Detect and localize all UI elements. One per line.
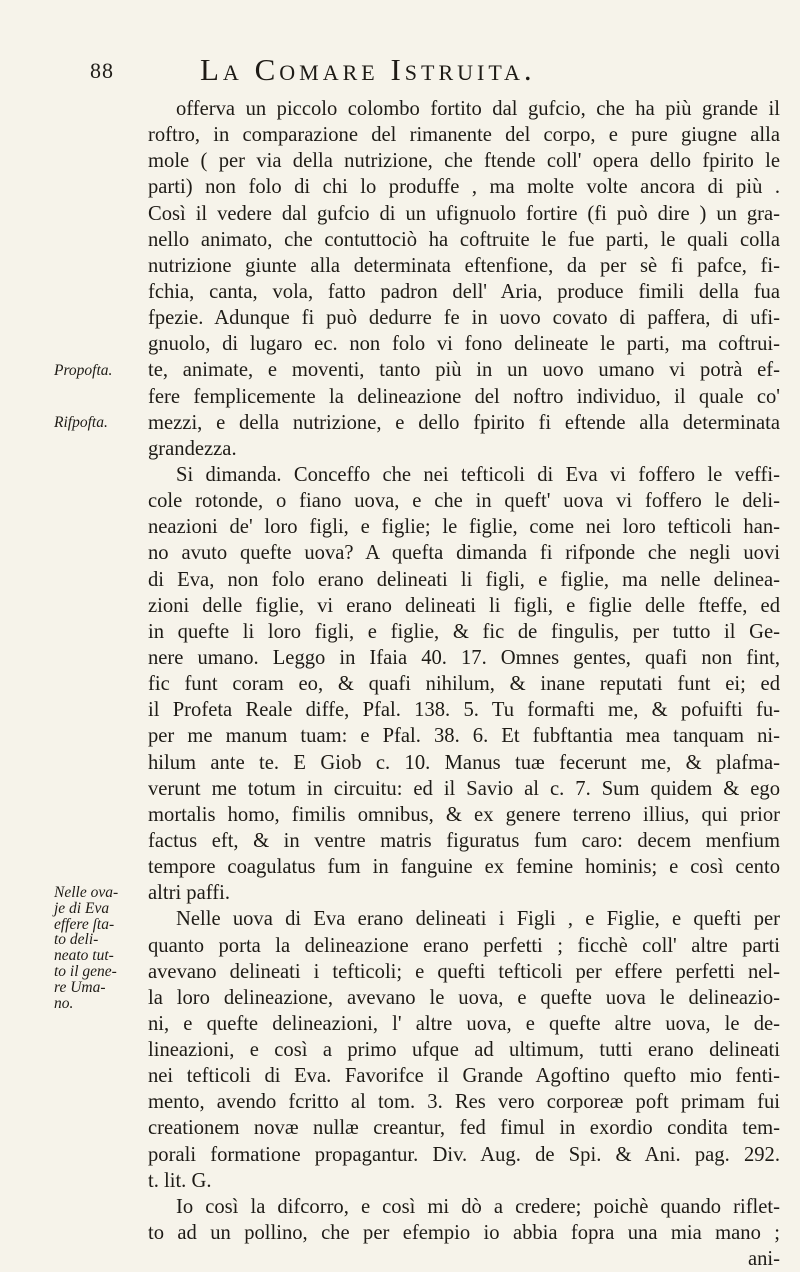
body-line: nei tefticoli di Eva. Favorifce il Grande Agoftino quefto mio fenti-: [148, 1065, 780, 1088]
body-line: la loro delineazione, avevano le uova, e quefte uova le delineazio-: [148, 986, 780, 1009]
body-line: Così il vedere dal gufcio di un ufignuolo fortire (fi può dire ) un gra-: [148, 202, 780, 225]
body-line: il Profeta Reale diffe, Pfal. 138. 5. Tu formafti me, & pofuifti fu-: [148, 699, 780, 722]
body-text: [148, 96, 780, 1272]
body-line: quanto porta la delineazione erano perfetti ; ficchè coll' altre parti: [148, 934, 780, 957]
body-line: Nelle uova di Eva erano delineati i Figli , e Figlie, e quefti per: [176, 908, 780, 931]
body-line: Io così la difcorro, e così mi dò a credere; poichè quando riflet-: [176, 1195, 780, 1218]
margin-note-risposta: Rifpofta.: [54, 414, 108, 431]
body-line: cole rotonde, o fiano uova, e che in queft' uova vi foffero le deli-: [148, 490, 780, 513]
body-line: gnuolo, di lugaro ec. non folo vi fono delineate le parti, ma coftrui-: [148, 333, 780, 356]
body-line: fere femplicemente la delineazione del noftro individuo, il quale co': [148, 385, 780, 408]
body-line: porali formatione propagantur. Div. Aug. de Spi. & Ani. pag. 292.: [148, 1143, 780, 1166]
body-line: nutrizione giunte alla determinata eftenfione, da per sè fi pafce, fi-: [148, 254, 780, 277]
body-line: zioni delle figlie, vi erano delineati li figli, e figlie delle fteffe, ed: [148, 594, 780, 617]
margin-note-line: to il gene-: [54, 962, 117, 980]
margin-note-line: to deli-: [54, 931, 99, 949]
body-line: tempore coagulatus fum in fanguine ex femine hominis; e così cento: [148, 856, 780, 879]
running-head: [90, 52, 770, 92]
page-number: 88: [90, 58, 114, 83]
body-line: t. lit. G.: [148, 1169, 212, 1192]
body-line: offerva un piccolo colombo fortito dal gufcio, che ha più grande il: [176, 98, 780, 120]
margin-note-uova: [54, 885, 144, 1011]
margin-note-line: neato tut-: [54, 947, 114, 965]
catchword: ani-: [747, 1248, 780, 1271]
body-line: mento, avendo fcritto al tom. 3. Res vero corporeæ poft primam fui: [148, 1091, 780, 1114]
body-line: di Eva, non folo erano delineati li figli, e figlie, ma nelle delinea-: [148, 568, 780, 591]
body-line: in quefte li loro figli, e figlie, & fic de fingulis, per tutto il Ge-: [148, 620, 780, 643]
body-line: hilum ante te. E Giob c. 10. Manus tuæ fecerunt me, & plafma-: [148, 751, 780, 774]
margin-note-line: je di Eva: [54, 899, 110, 917]
body-line: ni, e quefte delineazioni, l' altre uova, e quefte altre uova, le de-: [148, 1012, 780, 1035]
body-line: neazioni de' loro figli, e figlie; le figlie, come nei loro tefticoli han-: [148, 516, 780, 539]
body-line: fic funt coram eo, & quafi nihilum, & inane reputati funt ei; ed: [148, 673, 780, 696]
body-line: mole ( per via della nutrizione, che ftende coll' opera dello fpirito le: [148, 150, 780, 173]
running-title: La Comare Istruita.: [200, 52, 536, 87]
body-line: verunt me totum in circuitu: ed il Savio al c. 7. Sum quidem & ego: [148, 777, 780, 800]
body-line: nere umano. Leggo in Ifaia 40. 17. Omnes gentes, quafi non fint,: [148, 646, 780, 669]
body-line: fchia, canta, vola, fatto padron dell' Aria, produce fimili della fua: [148, 280, 780, 303]
margin-note-line: no.: [54, 994, 74, 1012]
margin-note-line: effere ſta-: [54, 915, 115, 933]
body-line: per me manum tuam: e Pfal. 38. 6. Et fubftantia mea tanquam ni-: [148, 725, 780, 748]
margin-note-line: Nelle ova-: [54, 884, 119, 901]
body-line: altri paffi.: [148, 882, 230, 905]
body-line: roftro, in comparazione del rimanente del corpo, e pure giugne alla: [148, 124, 780, 147]
body-line: grandezza.: [148, 437, 237, 460]
body-line: mezzi, e della nutrizione, e dello fpirito fi eftende alla determinata: [148, 411, 780, 434]
body-line: te, animate, e moventi, tanto più in un uovo umano vi potrà ef-: [148, 359, 780, 382]
margin-note-line: re Uma-: [54, 978, 106, 996]
body-line: creationem novæ nullæ creantur, fed fimul in exordio condita tem-: [148, 1117, 780, 1140]
body-line: to ad un pollino, che per efempio io abbia fopra una mia mano ;: [148, 1222, 780, 1245]
body-line: nello animato, che contuttociò ha coftruite le fue parti, le quali colla: [148, 228, 780, 251]
body-line: avevano delineati i tefticoli; e quefti tefticoli per effere perfetti nel-: [148, 960, 780, 983]
body-line: parti) non folo di chi lo produffe , ma molte volte ancora di più .: [148, 176, 780, 199]
body-line: mortalis homo, fimilis omnibus, & ex genere terreno illius, qui prior: [148, 803, 780, 826]
body-line: lineazioni, e così a primo ufque ad ultimum, tutti erano delineati: [148, 1039, 780, 1062]
body-line: no avuto quefte uova? A quefta dimanda fi rifponde che negli uovi: [148, 542, 780, 565]
body-line: factus eft, & in ventre matris figuratus fum caro: decem menfium: [148, 829, 780, 852]
margin-note-proposta: Propofta.: [54, 362, 113, 379]
body-line: fpezie. Adunque fi può dedurre fe in uovo covato di paffera, di ufi-: [148, 307, 780, 330]
body-line: Si dimanda. Conceffo che nei tefticoli di Eva vi foffero le veffi-: [176, 463, 780, 486]
